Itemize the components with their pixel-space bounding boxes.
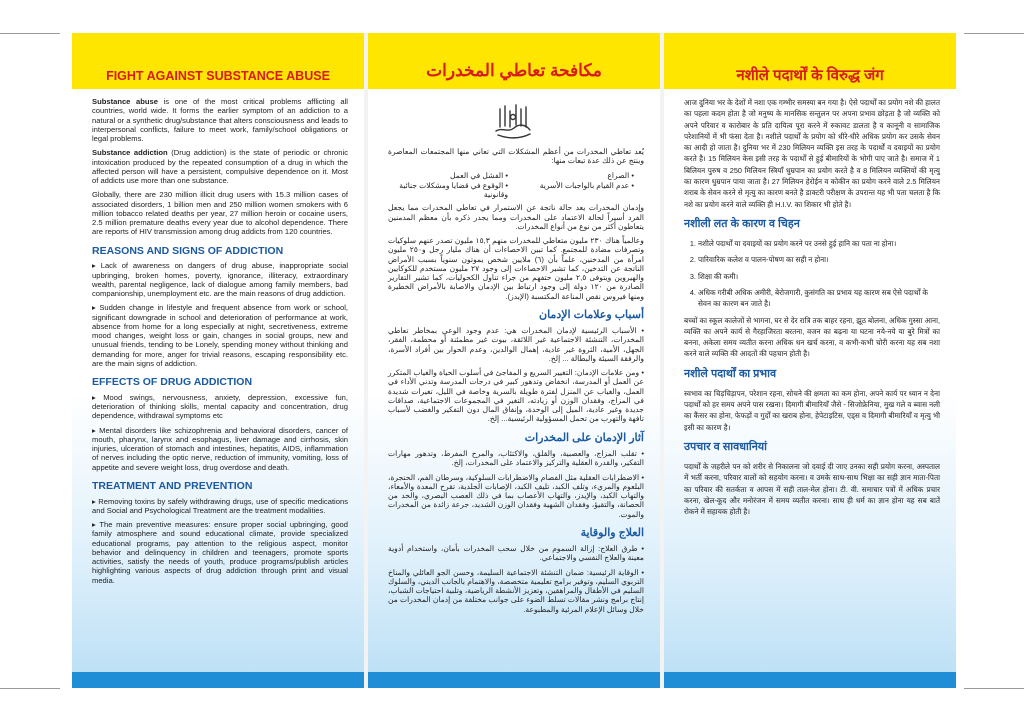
bullet-item: • طرق العلاج: إزالة السموم من خلال سحب المخدرات بأمان، واستخدام أدوية معينة والعلاج النفسي والاجتماعي. — [388, 544, 644, 563]
arabic-body — [388, 147, 644, 619]
section-heading: REASONS AND SIGNS OF ADDICTION — [92, 244, 284, 257]
paragraph: يُعد تعاطي المخدرات من أعظم المشكلات التي تعاني منها المجتمعات المعاصرة وينتج عن ذلك عدة تبعات منها: — [388, 147, 644, 166]
bullet-item: • الفشل في العمل — [450, 170, 508, 180]
paragraph: وإدمان المخدرات يعد حالة ناتجة عن الاستمرار في تعاطي المخدرات مما يجعل الفرد أسيراً لحالة الاعتماد على المخدرات ومما يجدر ذكره بأن معظم المدمنين يتعاطون أكثر من نوع من أنواع المخدرات. — [388, 203, 644, 231]
section-heading: नशीले पदार्थों का प्रभाव — [684, 367, 777, 380]
panel-title: नशीले पदार्थों के विरुद्ध जंग — [736, 67, 884, 84]
section-heading: EFFECTS OF DRUG ADDICTION — [92, 376, 253, 389]
list-item: 2. पारिवारिक कलेश व पालन-पोषण का सही न होना। — [698, 254, 940, 265]
crop-mark — [964, 33, 1024, 34]
panel-hindi — [664, 33, 956, 688]
blue-band — [368, 672, 660, 688]
bullet-item: • ومن علامات الإدمان: التغيير السريع و المفاجئ في أسلوب الحياة والغياب المتكرر عن العمل أو المدرسة، انخفاض وتدهور كبير في درجات المدرسة وتدني الأداء في العمل، والغياب عن المنزل لفترة طويلة بالسرية وخاصة في الليل، تغيرات شديدة في المزاج، وفقدان الوزن أو زيادته، التغير في المجموعات الاجتماعية، صداقات جديدة وغير عادية، الميل إلى الوحدة، وإنفاق المال دون التفكير والغضب لأسباب تافهة والتهرب من تحمل المسؤولية الرئيسية... إلخ. — [388, 368, 644, 424]
bullet-item: ▸ Mental disorders like schizophrenia and behavioral disorders, cancer of mouth, pharynx, larynx and esophagus, liver damage and cirrhosis, skin injuries, ulceration of stomach and intestines, hepatitis, AIDS, inflammation of nerves including the optic nerve, reduction of immunity, vomiting, loss of appetite and severe weight loss, drug overdose and death. — [92, 425, 348, 472]
section-heading: العلاج والوقاية — [580, 526, 644, 539]
paragraph: Globally, there are 230 million illicit drug users with 15.3 million cases of associated disorders, 1 billion men and 250 million women smokers with 6 million tobacco related deaths per year, 27 million heroin or cocaine users, 2.5 million premature deaths every year due to alcohol dependence. There are reports of HIV transmission among drug addicts from 120 countries. — [92, 190, 348, 237]
bullet-item: ▸ Mood swings, nervousness, anxiety, depression, excessive fun, deterioration of thinking skills, mental capacity and concentration, drug dependence, withdrawal symptoms etc — [92, 392, 349, 421]
paragraph: Substance abuse is one of the most critical problems afflicting all countries, world wide. It forms the earlier symptom of an addiction to a natural or a synthetic drug/substance that alters consciousness and leads to interpersonal conflicts, failure to meet work, family/school obligations or legal problems. — [92, 97, 348, 143]
paragraph: وعالمياً هناك ٢٣٠ مليون متعاطي للمخدرات منهم ١٥,٣ مليون تصدر عنهم سلوكيات وتصرفات مضادة للمجتمع. كما تبين الاحصاءات أن هناك مليار رجل و٢٥٠ مليون امرأة من المدخنين، علماً بأن (٦) ملايين شخص يموتون سنوياً بسبب الأمراض الناتجة عن التدخين، كما تشير الاحصاءات إلى وجود ٢٧ مليون مستخدم للكوكايين والهيروين ويتوفى ٢,٥ مليون حتفهم من جراء تناول الكحوليات، كما تشير التقارير الصادرة من ١٢٠ دولة إلى وجود ارتباط بين الإدمان والاصابة بالأمراض الخطيرة ومنها فيروس نقص المناعة المكتسبة (الإيدز). — [388, 236, 645, 301]
list-item: 1. नशीले पदार्थों या दवाइयों का प्रयोग करने पर उनसे हुई हानि का पता ना होना। — [698, 238, 940, 249]
panel-title: مكافحة تعاطي المخدرات — [426, 61, 602, 80]
basmala-calligraphy-icon — [490, 97, 536, 143]
bullet-item: • الوقاية الرئيسية: ضمان التنشئة الاجتماعية السليمة، وحسن الجو العائلي والمناخ التربوي السليم، وتوفير برامج تعليمية متخصصة، والاهتمام بالجانب الديني، والسلوك السليم في الأطفال والمراهقين، وتعزيز الأنشطة الرياضية، وتلبية احتياجات الشباب، إنتاج برامج ونشر مقالات تسلط الضوء على جوانب مختلفة من إدمان المخدرات من خلال وسائل الإعلام المرئية والمطبوعة. — [388, 567, 644, 614]
bullet-item: • الصراع — [607, 170, 634, 180]
bullet-grid — [388, 171, 634, 200]
panel-arabic — [368, 33, 660, 688]
section-heading: नशीली लत के कारण व चिहन — [684, 217, 800, 230]
crop-mark — [964, 688, 1024, 689]
section-heading: TREATMENT AND PREVENTION — [92, 479, 253, 492]
paragraph: Substance addiction (Drug addiction) is the state of periodic or chronic intoxication produced by the repeated consumption of a drug in which the affected person will have a persistent, compulsive dependence on it. Most of addicts use more than one substance. — [92, 148, 348, 185]
section-heading: أسباب وعلامات الإدمان — [539, 308, 644, 321]
bullet-item: ▸ The main preventive measures: ensure proper social upbringing, good family atmosphere and sound educational climate, provide specialized educational programs, pay attention to the religious aspect, monitor behavior and delinquency in children and teenagers, promote sports activities, satisfy the needs of youth, produce programs/publish articles highlighting various aspects of drug addiction through print and visual media. — [92, 520, 348, 585]
list-item: 3. शिक्षा की कमी। — [698, 271, 940, 282]
crop-mark — [0, 33, 60, 34]
term: Substance abuse — [92, 97, 158, 106]
bullet-item: • عدم القيام بالواجبات الأسرية — [539, 180, 634, 190]
paragraph: आज दुनिया भर के देशों में नशा एक गम्भीर समस्या बन गया है। ऐसे पदार्थों का प्रयोग नशे की हालत का पहला कदम होता है जो मनुष्य के मानसिक सन्तुलन पर अपना प्रभाव छोड़ता है जो व्यक्ति को अपने परिवार व कारोबार के प्रति दायित्व पूरा करने में रुकावट डालता है व कानूनी व सामाजिक परेशानियों में भी फंसा देता है। नशीले पदार्थों के प्रयोग को धीरे-धीरे अधिक प्रयोग कर उसके सेवन का आदी हो जाता है। दुनिया भर में 230 मिलियन व्यक्ति इस तरह के पदार्थों व दवाइयों का प्रयोग करते है। 15 मिलियन केस इसी तरह के पदार्थों से हुई बीमारियों के भोगी पाए जाते है। समाज में 1 बिलियन पुरुष व 250 मिलियन स्त्रियाँ धुम्रपान का प्रयोग करते है व 8 मिलियन व्यक्तियों की मृत्यु का कारण धुम्रपान पाया जाता है। 27 मिलियन हेरोईन व कोकीन का प्रयोग करने वाले 2.5 मिलियन शराब के सेवन करने से मृत्यु का कारण बनते है डाक्टरी परीक्षण के उपरान्त यह भी पता चलता है कि नशे का प्रयोग करने वाले व्यक्ति ही H.I.V. का शिकार भी होते है। — [684, 98, 940, 209]
blue-band — [664, 672, 956, 688]
bullet-item: ▸ Lack of awareness on dangers of drug abuse, inappropriate social upbringing, broken homes, poverty, ignorance, illiteracy, extraordinary wealth, parental negligence, lack of dialogue among family members, bad companionship, unemployment etc. are the main reasons of drug addiction. — [92, 261, 349, 299]
bullet-item: • الوقوع في قضايا ومشكلات جنائية وقانونية — [399, 180, 508, 199]
section-heading: उपचार व सावधानियां — [684, 440, 768, 453]
paragraph: पदार्थों के जहरीले पन को शरीर से निकालना जो दवाई दी जाए उनका सही प्रयोग करना, अस्पताल में भर्ती करना, परिवार वालों को सहयोग करना। व उमके साथ-साथ भिक्षा का सही ज्ञान माता-पिता का परिवार की सतर्कता व आपस में सही ताल-मेल होना। टी. वी. समाचार पत्रों में अधिक प्रचार करना, खेल-कूद और मनोरंजन में समय व्यतीत करना। साथ ही धर्म का ज्ञान होना यह सब बातें रोकने में सहायक होती है। — [684, 461, 940, 517]
panel-english — [72, 33, 364, 688]
crop-mark — [0, 688, 60, 689]
reasons-list — [684, 238, 940, 309]
term: Substance addiction — [92, 148, 168, 158]
blue-band — [72, 672, 364, 688]
bullet-item: • الاضطرابات العقلية مثل الفصام والاضطرابات السلوكية، وسرطان الفم، الحنجرة، البلعوم والمريء، وتلف الكبد، تليف الكبد، الإصابات الجلدية، تقرح المعدة والأمعاء، والتهاب الكبد، والإيدز، والتهاب الأعصاب بما في ذلك العصب البصري، والحد من الحصانة، والتقيؤ، وفقدان الشهية وفقدان الوزن الشديد، جرعة زائدة من المخدرات والموت. — [388, 472, 644, 519]
bullet-item: ▸ Sudden change in lifestyle and frequent absence from work or school, significant downgrade in school and deterioration of performance at work, absence from home for a long especially at night, secretiveness, extreme mood changes, weight loss or gain, changes in social groups, new and unusual friends, tending to be Lonely, spending money without thinking and demanding for more, anger for trivial reasons, escaping responsibility etc. are the main signs of addiction. — [92, 303, 349, 368]
english-body — [92, 97, 348, 590]
section-heading: آثار الإدمان على المخدرات — [524, 431, 644, 444]
hindi-body — [684, 97, 940, 522]
bullet-item: ▸ Removing toxins by safely withdrawing drugs, use of specific medications and Social and Psychological Treatment are the treatment modalities. — [92, 496, 348, 515]
list-item: 4. अधिक गरीबी अधिक अमीरी, बेरोजगारी, कुसंगति का प्रभाव यह कारण सब ऐसे पदार्थों के सेवन का कारण बन जाते है। — [698, 287, 940, 310]
paragraph: बच्चों का स्कूल कालेजों से भागना, घर से देर रात्रि तक बाहर रहना, झूठ बोलना, अधिक गुस्सा आना, व्यक्ति का अपने कार्य से गैरहाजिरता बरतना, वजन का बढ़ना या घटना नये-नये या बुरे मित्रों का बनना, अकेला समय व्यतीत करना अधिक धन खर्च करना, व कभी-कभी चोरी करना यह सब नशा करने वाले व्यक्ति की आदतों की पहचान होती है। — [684, 315, 940, 359]
bullet-item: • الأسباب الرئيسية لإدمان المخدرات هي: عدم وجود الوعي بمخاطر تعاطي المخدرات، التنشئة الاجتماعية غير اللائقة، بيوت غير مطمئنة أو محطمة، الفقر، الجهل، الأمية، الثروة غير عادية، إهمال الوالدين، وعدم الحوار بين أفراد الأسرة، والرفقة السيئة والبطالة ... إلخ. — [388, 326, 644, 363]
panel-title: FIGHT AGAINST SUBSTANCE ABUSE — [106, 69, 330, 83]
paragraph: स्वभाव का चिड़चिड़ापन, परेशान रहना, सोचने की क्षमता का कम होना, अपने कार्य पर ध्यान न देना पदार्थों को हर समय अपने पास रखना। दिमागी बीमारियाँ जैसे - सिजोफ्रेनिया, मुख गले व ब्वास नली का कैंसर का होना, फेफड़ों व गुर्दों का खराब होना, हेपेटाइटिस, एड्स व दिमागी बीमारियाँ व मृत्यु भी इसी का कारण है। — [684, 388, 940, 432]
bullet-item: • تقلب المزاج، والعصبية، والقلق، والاكتئاب، والمرح المفرط، وتدهور مهارات التفكير، والقدرة العقلية والتركيز والاعتماد على المخدرات، إلخ. — [388, 449, 644, 468]
